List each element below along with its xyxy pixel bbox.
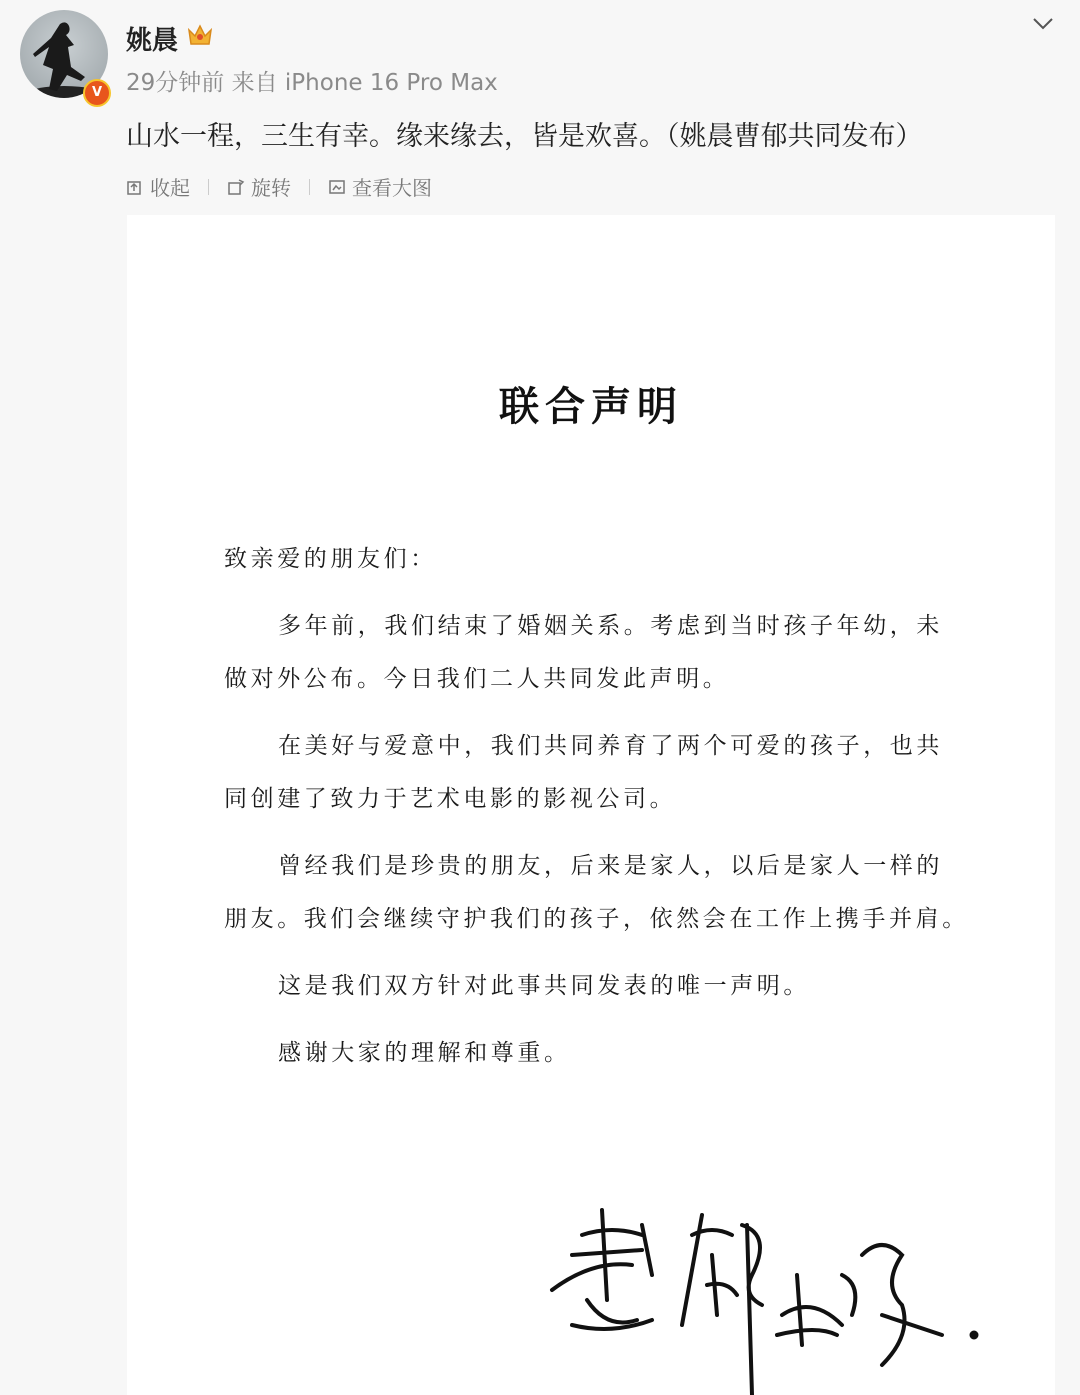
- greeting: 致亲爱的朋友们：: [224, 546, 437, 572]
- post-time: 29分钟前: [126, 70, 225, 96]
- paragraph-line: 做对外公布。今日我们二人共同发此声明。: [224, 666, 730, 692]
- post-meta: [126, 64, 498, 97]
- handwritten-signature: [542, 1195, 1042, 1395]
- post-source: 来自 iPhone 16 Pro Max: [231, 70, 498, 96]
- image-actions: [126, 172, 432, 201]
- paragraph: [224, 720, 954, 826]
- crown-icon: [186, 22, 214, 48]
- paragraph-line: 在美好与爱意中，我们共同养育了两个可爱的孩子，也共: [278, 733, 943, 759]
- rotate-icon: [227, 178, 245, 196]
- collapse-icon: [126, 178, 144, 196]
- rotate-label: 旋转: [251, 176, 291, 200]
- rotate-button[interactable]: [227, 172, 291, 201]
- paragraph-line: 曾经我们是珍贵的朋友，后来是家人，以后是家人一样的: [278, 853, 943, 879]
- paragraph-line: 这是我们双方针对此事共同发表的唯一声明。: [278, 973, 810, 999]
- post-text: 山水一程，三生有幸。缘来缘去，皆是欢喜。（姚晨曹郁共同发布）: [126, 121, 923, 152]
- chevron-down-icon[interactable]: [1030, 14, 1056, 34]
- view-large-icon: [328, 178, 346, 196]
- paragraph: [224, 600, 954, 706]
- divider: [309, 179, 310, 195]
- view-large-label: 查看大图: [352, 176, 432, 200]
- collapse-label: 收起: [150, 176, 190, 200]
- paragraph: [224, 960, 954, 1013]
- user-name[interactable]: 姚晨: [126, 26, 179, 56]
- view-large-button[interactable]: [328, 172, 432, 201]
- statement-title: 联合声明: [499, 383, 683, 430]
- paragraph-line: 同创建了致力于艺术电影的影视公司。: [224, 786, 677, 812]
- paragraph: [224, 840, 969, 946]
- divider: [208, 179, 209, 195]
- statement-body: [224, 533, 969, 1094]
- verified-badge: V: [83, 79, 111, 107]
- paragraph: [224, 1027, 954, 1080]
- collapse-button[interactable]: [126, 172, 190, 201]
- paragraph-line: 多年前，我们结束了婚姻关系。考虑到当时孩子年幼，未: [278, 613, 943, 639]
- paragraph-line: 朋友。我们会继续守护我们的孩子，依然会在工作上携手并肩。: [224, 906, 969, 932]
- statement-image[interactable]: [127, 215, 1055, 1395]
- paragraph-line: 感谢大家的理解和尊重。: [278, 1040, 571, 1066]
